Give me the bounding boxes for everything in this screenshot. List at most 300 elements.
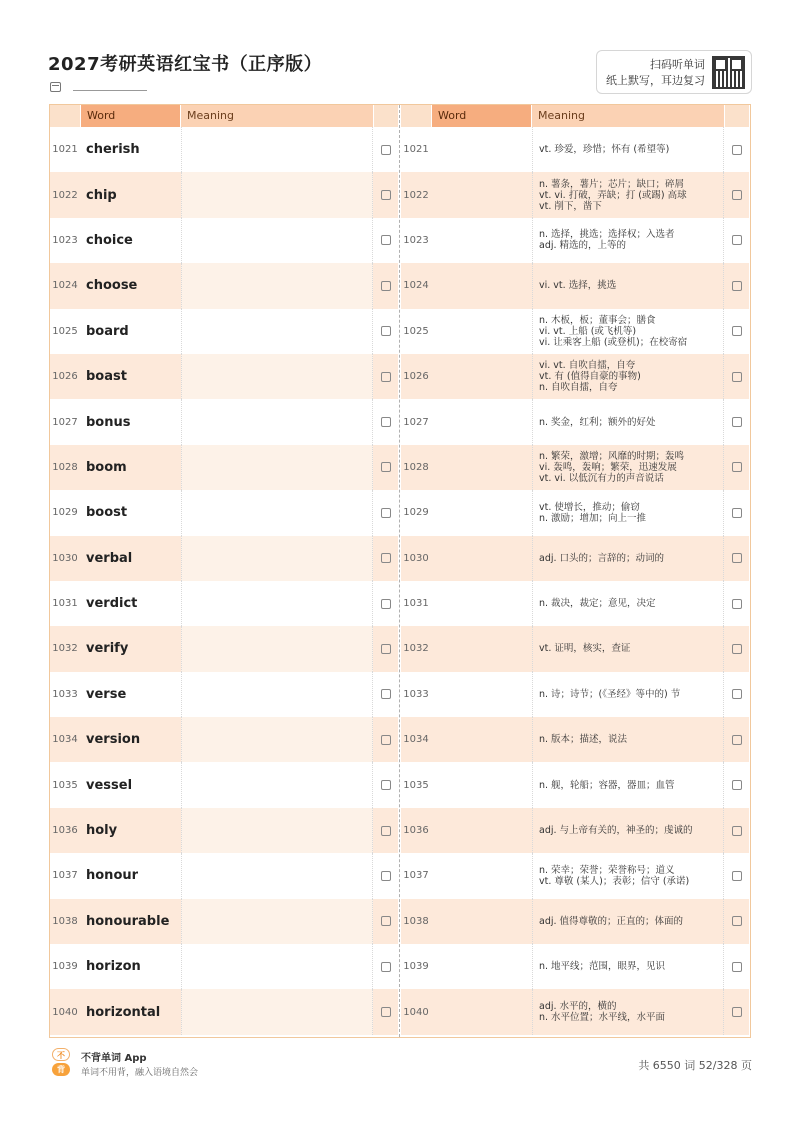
meaning-rows [401, 127, 749, 1035]
meaning-row [401, 490, 749, 535]
check-cell [725, 717, 749, 762]
word-row [50, 762, 398, 807]
row-number: 1040 [401, 989, 431, 1034]
word-row [50, 127, 398, 172]
checkbox[interactable] [381, 644, 391, 654]
checkbox[interactable] [732, 235, 742, 245]
word-text: choice [86, 232, 133, 248]
word-text: honour [86, 868, 139, 884]
word-row [50, 172, 398, 217]
check-cell [725, 762, 749, 807]
meaning-blank[interactable] [181, 309, 373, 354]
meaning-row [401, 989, 749, 1034]
meaning-blank[interactable] [181, 626, 373, 671]
meaning-row [401, 263, 749, 308]
row-number: 1036 [401, 808, 431, 853]
row-number: 1036 [50, 808, 80, 853]
word-blank[interactable] [432, 672, 531, 717]
row-number: 1027 [401, 399, 431, 444]
word-rows [50, 127, 398, 1035]
word-blank[interactable] [432, 127, 531, 172]
header-word: Word [81, 105, 180, 127]
checkbox[interactable] [732, 462, 742, 472]
check-cell [725, 989, 749, 1034]
checkbox[interactable] [732, 916, 742, 926]
word-row [50, 354, 398, 399]
meaning-line: n. 自吹自擂，自夸 [539, 382, 618, 394]
word-blank[interactable] [432, 762, 531, 807]
meaning-text [532, 626, 724, 671]
page-footer [52, 1048, 752, 1078]
meaning-line: n. 地平线；范围，眼界，见识 [539, 961, 666, 973]
checkbox[interactable] [381, 553, 391, 563]
meaning-row [401, 399, 749, 444]
row-number: 1039 [401, 944, 431, 989]
word-column-panel [50, 105, 398, 1037]
row-number: 1035 [401, 762, 431, 807]
checkbox[interactable] [381, 735, 391, 745]
word-blank[interactable] [432, 717, 531, 762]
meaning-blank[interactable] [181, 399, 373, 444]
qr-caption-line1: 扫码听单词 [650, 58, 705, 71]
qr-code-icon[interactable] [712, 56, 745, 89]
checkbox[interactable] [381, 826, 391, 836]
meaning-row [401, 808, 749, 853]
check-cell [725, 672, 749, 717]
word-text: board [86, 323, 129, 339]
check-cell [725, 490, 749, 535]
meaning-text [532, 490, 724, 535]
meaning-blank[interactable] [181, 218, 373, 263]
checkbox[interactable] [732, 190, 742, 200]
checkbox[interactable] [732, 508, 742, 518]
checkbox[interactable] [732, 735, 742, 745]
row-number: 1031 [401, 581, 431, 626]
word-blank[interactable] [432, 309, 531, 354]
word-blank[interactable] [432, 445, 531, 490]
check-cell [374, 672, 398, 717]
app-name: 不背单词 App [81, 1053, 147, 1064]
page-header [48, 50, 752, 98]
checkbox[interactable] [732, 780, 742, 790]
header-meaning: Meaning [532, 105, 724, 127]
meaning-blank[interactable] [181, 899, 373, 944]
word-row [50, 263, 398, 308]
meaning-row [401, 944, 749, 989]
meaning-row [401, 672, 749, 717]
checkbox[interactable] [381, 962, 391, 972]
meaning-line: vt. 有 (值得自豪的事物) [539, 371, 641, 383]
check-cell [374, 762, 398, 807]
check-cell [725, 445, 749, 490]
check-cell [374, 127, 398, 172]
meaning-row [401, 172, 749, 217]
row-number: 1038 [50, 899, 80, 944]
word-text: verdict [86, 596, 138, 612]
word-row [50, 899, 398, 944]
row-number: 1028 [401, 445, 431, 490]
check-cell [374, 172, 398, 217]
meaning-line: adj. 精选的，上等的 [539, 240, 627, 252]
row-number: 1030 [50, 536, 80, 581]
meaning-line: vi. 轰鸣，轰响；繁荣，迅速发展 [539, 461, 677, 473]
meaning-line: vt. 使增长，推动；偷窃 [539, 501, 640, 513]
meaning-text [532, 218, 724, 263]
checkbox[interactable] [732, 871, 742, 881]
qr-caption-line2: 纸上默写，耳边复习 [606, 74, 705, 87]
checkbox[interactable] [732, 826, 742, 836]
word-row [50, 536, 398, 581]
meaning-row [401, 445, 749, 490]
meaning-row [401, 536, 749, 581]
word-text: honourable [86, 913, 170, 929]
meaning-text [532, 853, 724, 898]
meaning-blank[interactable] [181, 853, 373, 898]
header-meaning: Meaning [181, 105, 373, 127]
meaning-line: n. 诗；诗节；(《圣经》等中的) 节 [539, 688, 681, 700]
word-row [50, 445, 398, 490]
row-number: 1040 [50, 989, 80, 1034]
check-cell [725, 944, 749, 989]
meaning-blank[interactable] [181, 944, 373, 989]
meaning-text [532, 399, 724, 444]
word-row [50, 989, 398, 1034]
meaning-line: adj. 与上帝有关的，神圣的；虔诚的 [539, 825, 693, 837]
row-number: 1030 [401, 536, 431, 581]
word-text: boast [86, 369, 127, 385]
meaning-row [401, 762, 749, 807]
word-text: boost [86, 505, 128, 521]
meaning-blank[interactable] [181, 490, 373, 535]
word-text: verify [86, 641, 129, 657]
meaning-line: n. 裁决，裁定；意见，决定 [539, 598, 656, 610]
word-row [50, 490, 398, 535]
meaning-line: vi. vt. 选择，挑选 [539, 280, 617, 292]
word-blank[interactable] [432, 536, 531, 581]
vocab-table [49, 104, 751, 1038]
word-row [50, 717, 398, 762]
row-number: 1022 [401, 172, 431, 217]
check-cell [725, 218, 749, 263]
meaning-line: vi. vt. 自吹自擂，自夸 [539, 360, 636, 372]
check-cell [374, 853, 398, 898]
row-number: 1034 [50, 717, 80, 762]
header-num-cell [401, 105, 431, 127]
check-cell [374, 899, 398, 944]
check-cell [374, 263, 398, 308]
check-cell [374, 354, 398, 399]
meaning-line: n. 舰，轮船；容器，器皿；血管 [539, 779, 675, 791]
row-number: 1023 [50, 218, 80, 263]
meaning-row [401, 899, 749, 944]
check-cell [374, 536, 398, 581]
logo-bottom-char: 背 [52, 1063, 70, 1076]
meaning-blank[interactable] [181, 354, 373, 399]
meaning-line: vi. vt. 上船 (或飞机等) [539, 325, 637, 337]
row-number: 1037 [50, 853, 80, 898]
meaning-line: adj. 口头的；言辞的；动词的 [539, 552, 665, 564]
word-row [50, 672, 398, 717]
meaning-line: adj. 值得尊敬的；正直的；体面的 [539, 915, 684, 927]
word-blank[interactable] [432, 218, 531, 263]
meaning-line: vt. 尊敬 (某人)；表彰；信守 (承诺) [539, 875, 690, 887]
check-cell [374, 445, 398, 490]
word-blank[interactable] [432, 808, 531, 853]
meaning-text [532, 808, 724, 853]
checkbox[interactable] [732, 326, 742, 336]
check-cell [725, 808, 749, 853]
meaning-text [532, 536, 724, 581]
meaning-table-header [401, 105, 749, 127]
check-cell [725, 899, 749, 944]
meaning-line: n. 薯条，薯片；芯片；缺口；碎屑 [539, 178, 685, 190]
meaning-line: vt. vi. 以低沉有力的声音说话 [539, 472, 664, 484]
qr-caption [606, 57, 705, 89]
checkbox[interactable] [732, 417, 742, 427]
meaning-text [532, 263, 724, 308]
check-cell [725, 172, 749, 217]
check-cell [725, 127, 749, 172]
check-cell [374, 309, 398, 354]
meaning-line: adj. 水平的，横的 [539, 1001, 617, 1013]
checkbox[interactable] [381, 372, 391, 382]
word-blank[interactable] [432, 853, 531, 898]
word-text: boom [86, 459, 127, 475]
meaning-text [532, 989, 724, 1034]
meaning-text [532, 944, 724, 989]
check-cell [374, 218, 398, 263]
word-blank[interactable] [432, 354, 531, 399]
word-text: version [86, 732, 141, 748]
word-blank[interactable] [432, 581, 531, 626]
row-number: 1028 [50, 445, 80, 490]
word-blank[interactable] [432, 172, 531, 217]
checkbox[interactable] [381, 508, 391, 518]
header-num-cell [50, 105, 80, 127]
word-blank[interactable] [432, 263, 531, 308]
qr-panel[interactable] [596, 50, 752, 94]
word-row [50, 944, 398, 989]
check-cell [374, 944, 398, 989]
meaning-text [532, 354, 724, 399]
meaning-row [401, 127, 749, 172]
meaning-blank[interactable] [181, 808, 373, 853]
header-word: Word [432, 105, 531, 127]
row-number: 1033 [401, 672, 431, 717]
row-number: 1029 [401, 490, 431, 535]
word-blank[interactable] [432, 899, 531, 944]
row-number: 1029 [50, 490, 80, 535]
row-number: 1026 [50, 354, 80, 399]
checkbox[interactable] [732, 962, 742, 972]
meaning-row [401, 853, 749, 898]
row-number: 1022 [50, 172, 80, 217]
meaning-blank[interactable] [181, 536, 373, 581]
meaning-blank[interactable] [181, 263, 373, 308]
checkbox[interactable] [732, 1007, 742, 1017]
row-number: 1035 [50, 762, 80, 807]
word-text: horizontal [86, 1004, 161, 1020]
checkbox[interactable] [381, 326, 391, 336]
date-row [50, 82, 147, 92]
checkbox[interactable] [381, 235, 391, 245]
check-cell [725, 581, 749, 626]
meaning-line: vt. 珍爱，珍惜；怀有 (希望等) [539, 144, 670, 156]
header-check-cell [374, 105, 398, 127]
row-number: 1024 [50, 263, 80, 308]
meaning-line: vi. 让乘客上船 (或登机)；在校寄宿 [539, 336, 688, 348]
meaning-blank[interactable] [181, 672, 373, 717]
meaning-blank[interactable] [181, 717, 373, 762]
row-number: 1021 [401, 127, 431, 172]
check-cell [374, 626, 398, 671]
check-cell [374, 399, 398, 444]
meaning-line: n. 版本；描述，说法 [539, 734, 628, 746]
row-number: 1032 [50, 626, 80, 671]
word-blank[interactable] [432, 626, 531, 671]
word-row [50, 853, 398, 898]
check-cell [725, 853, 749, 898]
checkbox[interactable] [732, 644, 742, 654]
word-blank[interactable] [432, 490, 531, 535]
meaning-text [532, 309, 724, 354]
check-cell [374, 581, 398, 626]
meaning-line: n. 选择，挑选；选择权；入选者 [539, 229, 675, 241]
word-blank[interactable] [432, 989, 531, 1034]
checkbox[interactable] [732, 372, 742, 382]
row-number: 1021 [50, 127, 80, 172]
meaning-text [532, 127, 724, 172]
meaning-blank[interactable] [181, 127, 373, 172]
word-text: chip [86, 187, 117, 203]
checkbox[interactable] [732, 689, 742, 699]
meaning-blank[interactable] [181, 762, 373, 807]
meaning-text [532, 672, 724, 717]
checkbox[interactable] [381, 145, 391, 155]
meaning-blank[interactable] [181, 581, 373, 626]
check-cell [374, 989, 398, 1034]
row-number: 1038 [401, 899, 431, 944]
checkbox[interactable] [381, 780, 391, 790]
row-number: 1031 [50, 581, 80, 626]
row-number: 1033 [50, 672, 80, 717]
checkbox[interactable] [381, 1007, 391, 1017]
check-cell [374, 490, 398, 535]
checkbox[interactable] [381, 190, 391, 200]
meaning-text [532, 172, 724, 217]
logo-top-char: 不 [52, 1048, 70, 1061]
meaning-line: n. 繁荣，激增；风靡的时期；轰鸣 [539, 450, 685, 462]
meaning-blank[interactable] [181, 989, 373, 1034]
word-blank[interactable] [432, 399, 531, 444]
meaning-line: vt. vi. 打破，弄缺；打 (或踢) 高球 [539, 189, 687, 201]
check-cell [374, 717, 398, 762]
row-number: 1026 [401, 354, 431, 399]
check-cell [725, 309, 749, 354]
word-text: verbal [86, 550, 133, 566]
checkbox[interactable] [381, 462, 391, 472]
meaning-blank[interactable] [181, 445, 373, 490]
word-text: verse [86, 686, 127, 702]
page-title: 2027考研英语红宝书（正序版） [48, 54, 323, 75]
word-blank[interactable] [432, 944, 531, 989]
row-number: 1039 [50, 944, 80, 989]
page-counter: 共 6550 词 52/328 页 [638, 1059, 752, 1072]
meaning-line: vt. 削下，凿下 [539, 200, 602, 212]
fold-divider [399, 105, 400, 1037]
word-row [50, 399, 398, 444]
meaning-text [532, 445, 724, 490]
checkbox[interactable] [381, 871, 391, 881]
row-number: 1037 [401, 853, 431, 898]
meaning-line: n. 激励；增加；向上一推 [539, 512, 647, 524]
meaning-row [401, 717, 749, 762]
word-row [50, 218, 398, 263]
checkbox[interactable] [732, 599, 742, 609]
meaning-line: vt. 证明，核实，查证 [539, 643, 631, 655]
meaning-line: n. 奖金，红利；额外的好处 [539, 416, 656, 428]
row-number: 1025 [401, 309, 431, 354]
row-number: 1032 [401, 626, 431, 671]
meaning-blank[interactable] [181, 172, 373, 217]
row-number: 1024 [401, 263, 431, 308]
word-text: cherish [86, 142, 140, 158]
checkbox[interactable] [381, 689, 391, 699]
meaning-text [532, 762, 724, 807]
meaning-column-panel [401, 105, 749, 1037]
check-cell [725, 354, 749, 399]
word-text: horizon [86, 959, 141, 975]
app-logo-icon [52, 1048, 72, 1078]
meaning-text [532, 717, 724, 762]
word-text: holy [86, 823, 118, 839]
meaning-text [532, 581, 724, 626]
date-blank-line [73, 83, 147, 91]
row-number: 1025 [50, 309, 80, 354]
meaning-row [401, 581, 749, 626]
check-cell [725, 399, 749, 444]
checkbox[interactable] [381, 599, 391, 609]
check-cell [374, 808, 398, 853]
checkbox[interactable] [381, 417, 391, 427]
word-table-header [50, 105, 398, 127]
checkbox[interactable] [732, 281, 742, 291]
meaning-text [532, 899, 724, 944]
meaning-row [401, 354, 749, 399]
word-row [50, 309, 398, 354]
word-text: choose [86, 278, 138, 294]
word-text: vessel [86, 777, 133, 793]
meaning-line: n. 水平位置；水平线，水平面 [539, 1012, 666, 1024]
checkbox[interactable] [732, 553, 742, 563]
calendar-icon [50, 82, 61, 92]
word-row [50, 581, 398, 626]
word-row [50, 808, 398, 853]
check-cell [725, 626, 749, 671]
checkbox[interactable] [381, 916, 391, 926]
row-number: 1027 [50, 399, 80, 444]
check-cell [725, 536, 749, 581]
row-number: 1034 [401, 717, 431, 762]
checkbox[interactable] [381, 281, 391, 291]
row-number: 1023 [401, 218, 431, 263]
checkbox[interactable] [732, 145, 742, 155]
meaning-row [401, 626, 749, 671]
meaning-row [401, 309, 749, 354]
meaning-row [401, 218, 749, 263]
header-check-cell [725, 105, 749, 127]
meaning-line: n. 荣幸；荣誉；荣誉称号；道义 [539, 864, 675, 876]
